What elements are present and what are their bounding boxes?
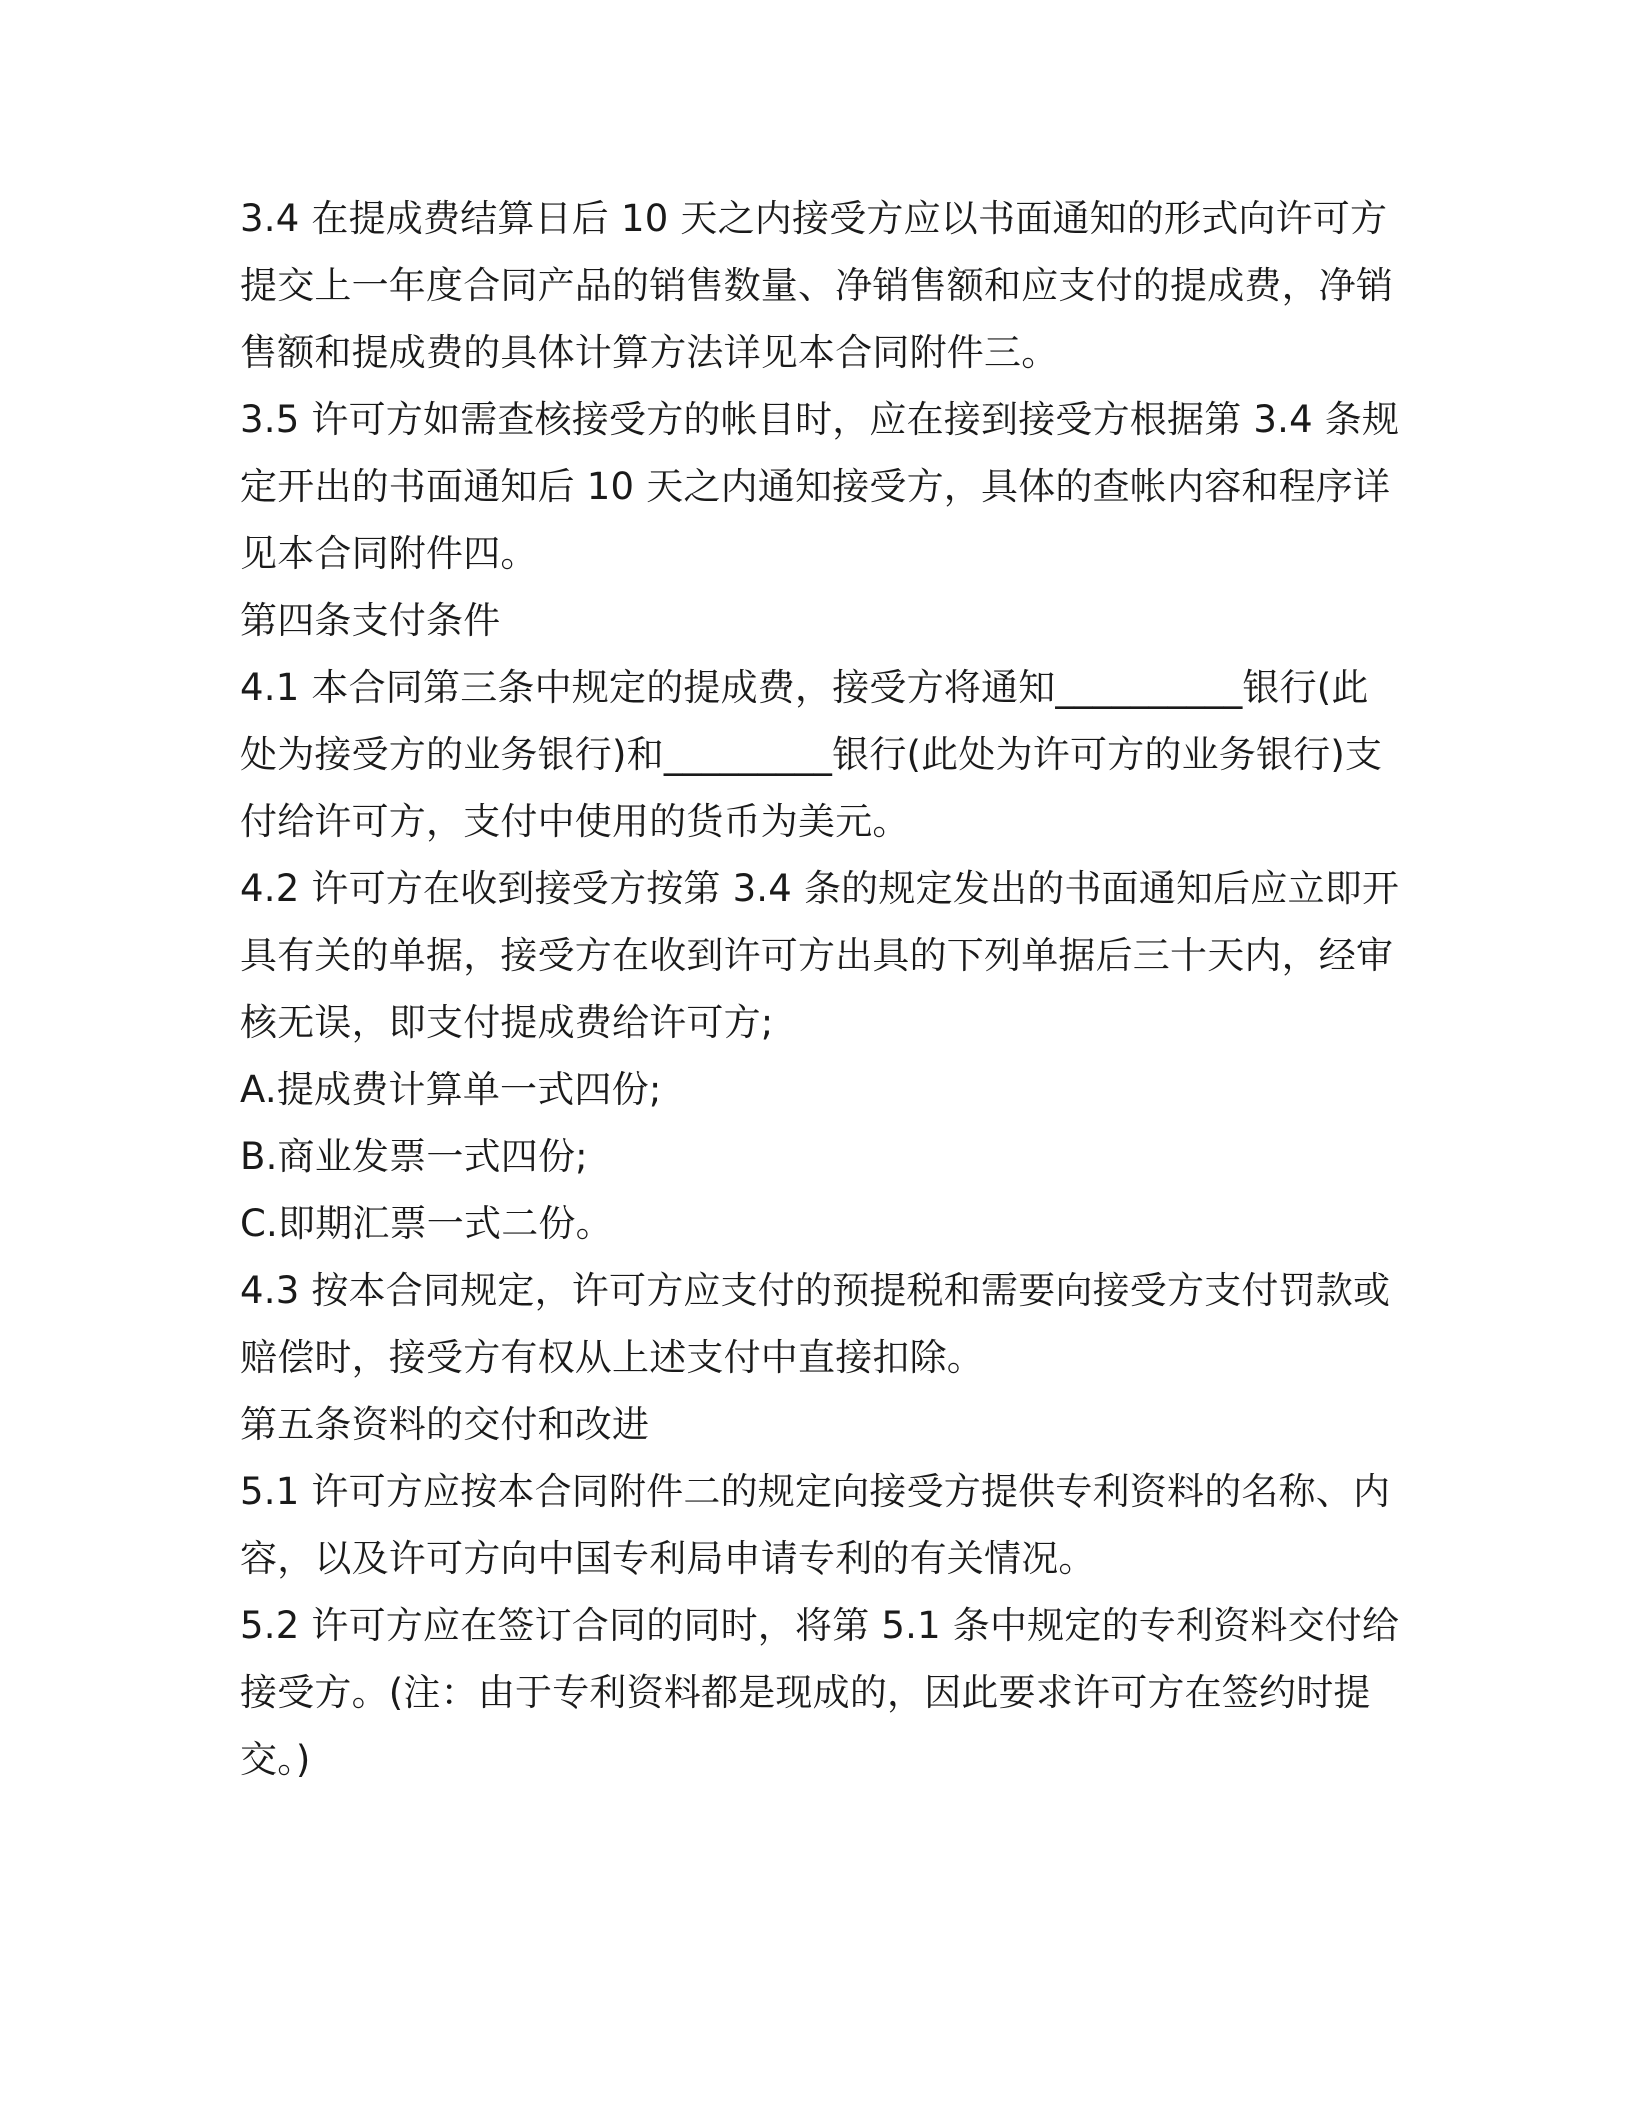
list-item-a: A.提成费计算单一式四份; <box>240 1068 662 1111</box>
clause-5-2: 5.2 许可方应在签订合同的同时，将第 5.1 条中规定的专利资料交付给接受方。(注：由于专利资料都是现成的，因此要求许可方在签约时提交。) <box>240 1604 1400 1781</box>
clause-4-1: 4.1 本合同第三条中规定的提成费，接受方将通知__________银行(此处为接受方的业务银行)和_________银行(此处为许可方的业务银行)支付给许可方，支付中使用的货币为美元。 <box>240 666 1383 843</box>
clause-3-5: 3.5 许可方如需查核接受方的帐目时，应在接到接受方根据第 3.4 条规定开出的书面通知后 10 天之内通知接受方，具体的查帐内容和程序详见本合同附件四。 <box>240 398 1400 575</box>
list-item-c: C.即期汇票一式二份。 <box>240 1202 613 1245</box>
article-5-heading: 第五条资料的交付和改进 <box>240 1403 650 1446</box>
clause-5-1: 5.1 许可方应按本合同附件二的规定向接受方提供专利资料的名称、内容，以及许可方向中国专利局申请专利的有关情况。 <box>240 1470 1391 1580</box>
document-body <box>240 185 1400 1793</box>
clause-3-4: 3.4 在提成费结算日后 10 天之内接受方应以书面通知的形式向许可方提交上一年度合同产品的销售数量、净销售额和应支付的提成费，净销售额和提成费的具体计算方法详见本合同附件三。 <box>240 197 1394 374</box>
article-4-heading: 第四条支付条件 <box>240 599 501 642</box>
list-item-b: B.商业发票一式四份; <box>240 1135 588 1178</box>
clause-4-3: 4.3 按本合同规定，许可方应支付的预提税和需要向接受方支付罚款或赔偿时，接受方有权从上述支付中直接扣除。 <box>240 1269 1391 1379</box>
clause-4-2: 4.2 许可方在收到接受方按第 3.4 条的规定发出的书面通知后应立即开具有关的单据，接受方在收到许可方出具的下列单据后三十天内，经审核无误，即支付提成费给许可方; <box>240 867 1400 1044</box>
